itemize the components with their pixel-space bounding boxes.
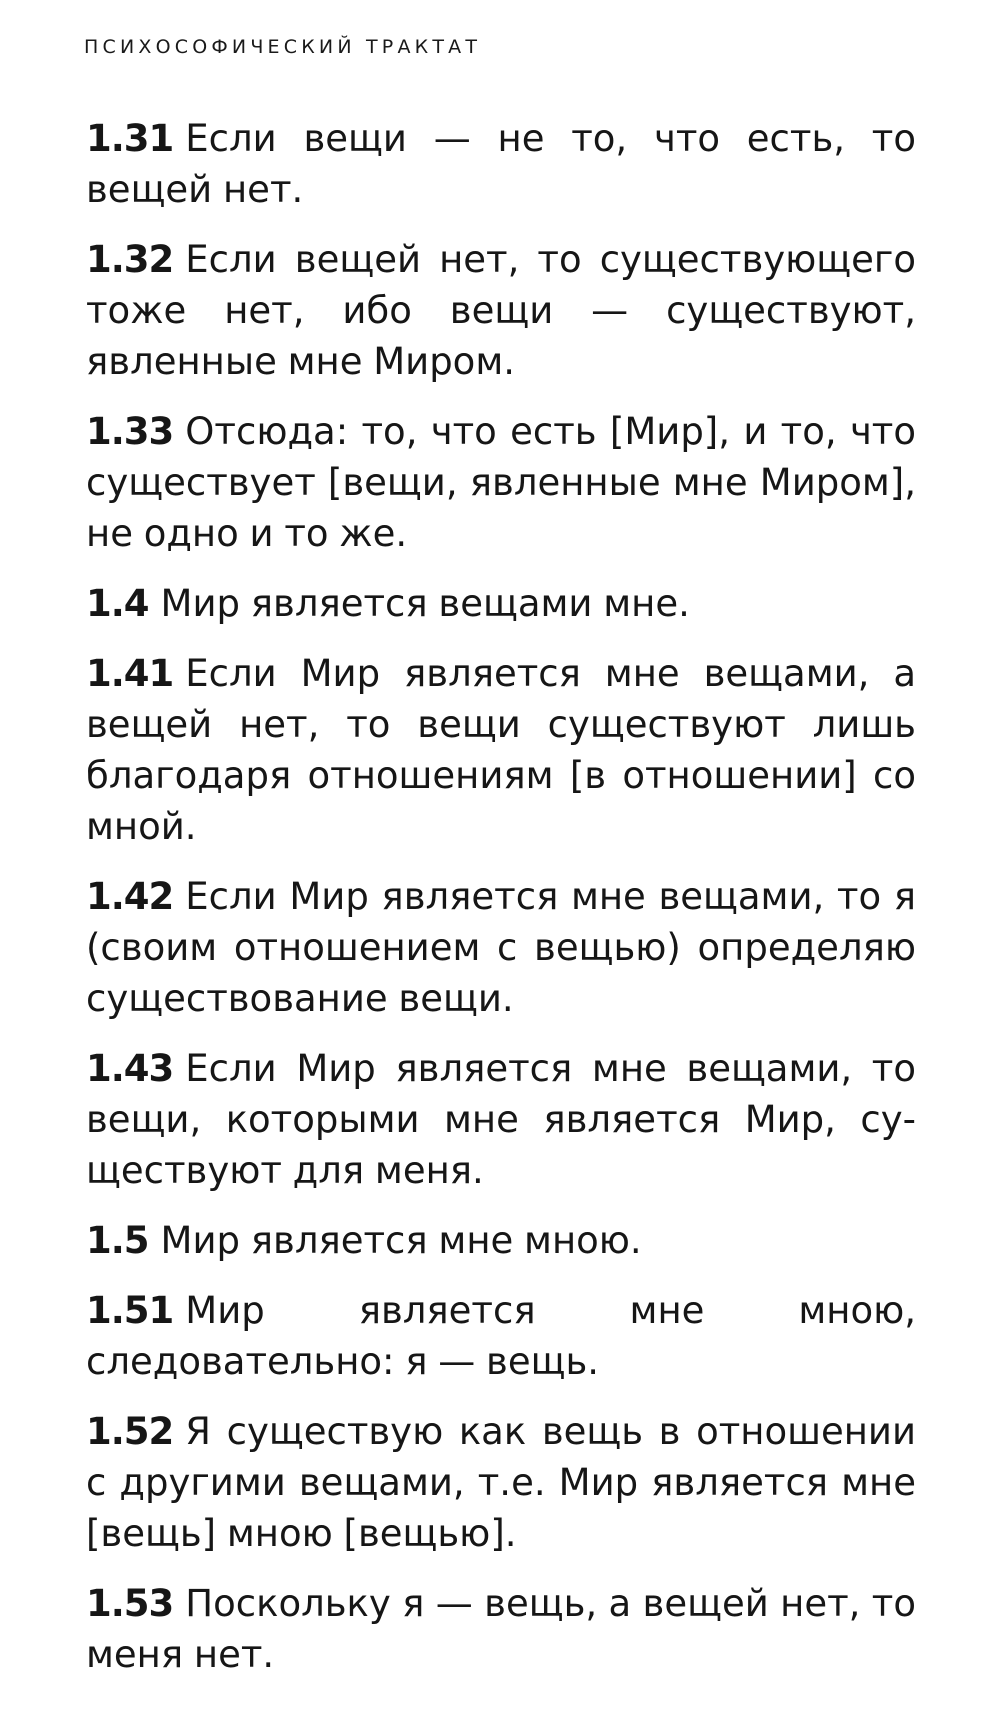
paragraph-1-51 — [86, 1285, 916, 1387]
paragraph-1-53 — [86, 1578, 916, 1680]
paragraph-text: Мир является вещами мне. — [160, 582, 690, 625]
paragraph-number: 1.31 — [86, 117, 174, 160]
paragraph-number: 1.42 — [86, 875, 174, 918]
paragraph-number: 1.33 — [86, 410, 174, 453]
paragraph-text: Я существую как вещь в отношении с другими вещами, т.е. Мир является мне [вещь] мною [вещью]. — [86, 1410, 916, 1555]
paragraph-1-52 — [86, 1406, 916, 1559]
paragraph-text: Поскольку я — вещь, а вещей нет, то меня нет. — [86, 1582, 916, 1676]
paragraph-text: Если Мир является мне вещами, а вещей нет, то вещи существуют лишь благодаря отношениям [в отношении] со мной. — [86, 652, 916, 848]
paragraph-1-4 — [86, 578, 916, 629]
paragraph-1-32 — [86, 234, 916, 387]
paragraph-1-43 — [86, 1043, 916, 1196]
paragraph-text: Если вещи — не то, что есть, то вещей нет. — [86, 117, 916, 211]
paragraph-text: Отсюда: то, что есть [Мир], и то, что существует [вещи, явленные мне Миром], не одно и то же. — [86, 410, 916, 555]
paragraph-number: 1.52 — [86, 1410, 174, 1453]
text-body — [86, 113, 916, 1699]
paragraph-number: 1.32 — [86, 238, 174, 281]
paragraph-number: 1.53 — [86, 1582, 174, 1625]
paragraph-1-31 — [86, 113, 916, 215]
paragraph-text: Если Мир является мне вещами, то я (своим отношением с вещью) определяю существование вещи. — [86, 875, 916, 1020]
paragraph-number: 1.4 — [86, 582, 149, 625]
paragraph-1-33 — [86, 406, 916, 559]
paragraph-number: 1.51 — [86, 1289, 174, 1332]
paragraph-text: Мир является мне мною, следовательно: я — вещь. — [86, 1289, 916, 1383]
paragraph-text: Если вещей нет, то существующего тоже нет, ибо вещи — существуют, явленные мне Миром. — [86, 238, 916, 383]
paragraph-1-41 — [86, 648, 916, 852]
paragraph-text: Мир является мне мною. — [160, 1219, 642, 1262]
running-head: ПСИХОСОФИЧЕСКИЙ ТРАКТАТ — [84, 36, 482, 58]
paragraph-text: Если Мир является мне вещами, то вещи, которыми мне является Мир, существуют для меня. — [86, 1047, 916, 1192]
paragraph-1-42 — [86, 871, 916, 1024]
paragraph-number: 1.5 — [86, 1219, 149, 1262]
paragraph-number: 1.41 — [86, 652, 174, 695]
paragraph-1-5 — [86, 1215, 916, 1266]
paragraph-number: 1.43 — [86, 1047, 174, 1090]
